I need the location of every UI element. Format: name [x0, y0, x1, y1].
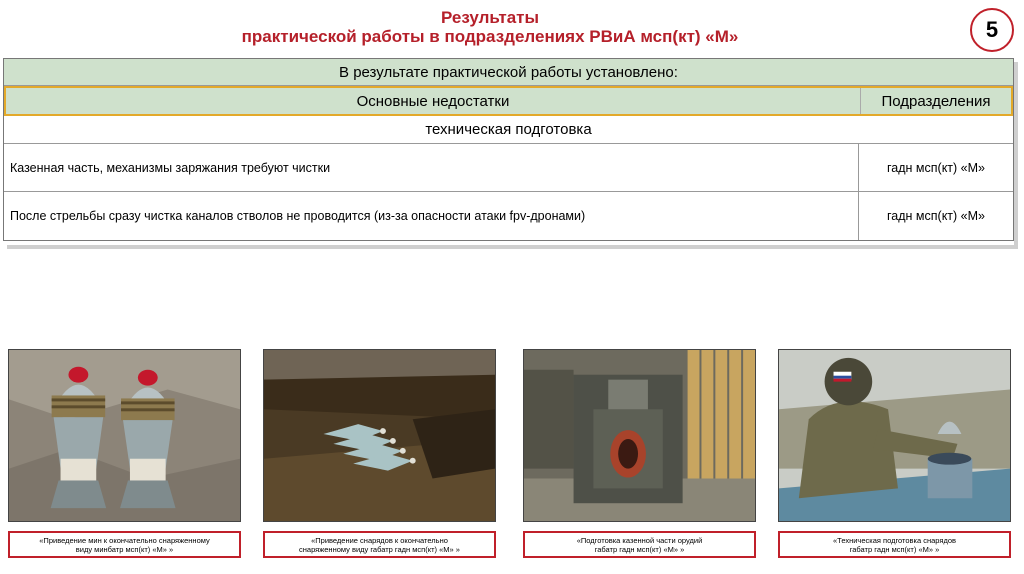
- table-row: [4, 192, 1013, 240]
- table-shadow-right: [1014, 62, 1018, 246]
- caption-line-2: виду минбатр мсп(кт) «М» »: [75, 544, 174, 554]
- deficiency-cell: После стрельбы сразу чистка каналов стволов не проводится (из-за опасности атаки fpv-дронами): [4, 192, 859, 240]
- table-section-title: техническая подготовка: [4, 116, 1013, 144]
- title-line-1: Результаты: [440, 8, 539, 27]
- table-row: [4, 144, 1013, 192]
- caption-line-2: габатр гадн мсп(кт) «М» »: [594, 544, 685, 554]
- soldier-shell-prep-photo: [778, 349, 1011, 522]
- caption-line-2: габатр гадн мсп(кт) «М» »: [849, 544, 940, 554]
- caption-line-1: «Приведение мин к окончательно снаряженному: [39, 535, 210, 545]
- caption-line-1: «Техническая подготовка снарядов: [833, 535, 956, 545]
- photo-caption: [778, 531, 1011, 558]
- table-caption: В результате практической работы установлено:: [4, 59, 1013, 86]
- caption-line-2: снаряженному виду габатр гадн мсп(кт) «М» »: [299, 544, 460, 554]
- caption-line-1: «Приведение снарядов к окончательно: [311, 535, 448, 545]
- photo-caption: [523, 531, 756, 558]
- unit-cell: гадн мсп(кт) «М»: [887, 209, 985, 223]
- caption-line-1: «Подготовка казенной части орудий: [576, 535, 703, 545]
- page-title: [150, 8, 830, 46]
- mortar-rounds-photo: [8, 349, 241, 522]
- photo-caption: [8, 531, 241, 558]
- column-header-deficiencies: Основные недостатки: [6, 88, 861, 114]
- gun-breech-photo: [523, 349, 756, 522]
- column-header-units: Подразделения: [881, 92, 991, 110]
- findings-table: [3, 58, 1014, 241]
- table-header-row: [4, 86, 1013, 116]
- table-shadow-bottom: [7, 245, 1018, 249]
- photo-caption: [263, 531, 496, 558]
- deficiency-cell: Казенная часть, механизмы заряжания требуют чистки: [4, 144, 859, 191]
- artillery-shells-photo: [263, 349, 496, 522]
- page-number-badge: 5: [970, 8, 1014, 52]
- title-line-2: практической работы в подразделениях РВиА мсп(кт) «М»: [241, 27, 739, 46]
- unit-cell: гадн мсп(кт) «М»: [887, 160, 985, 175]
